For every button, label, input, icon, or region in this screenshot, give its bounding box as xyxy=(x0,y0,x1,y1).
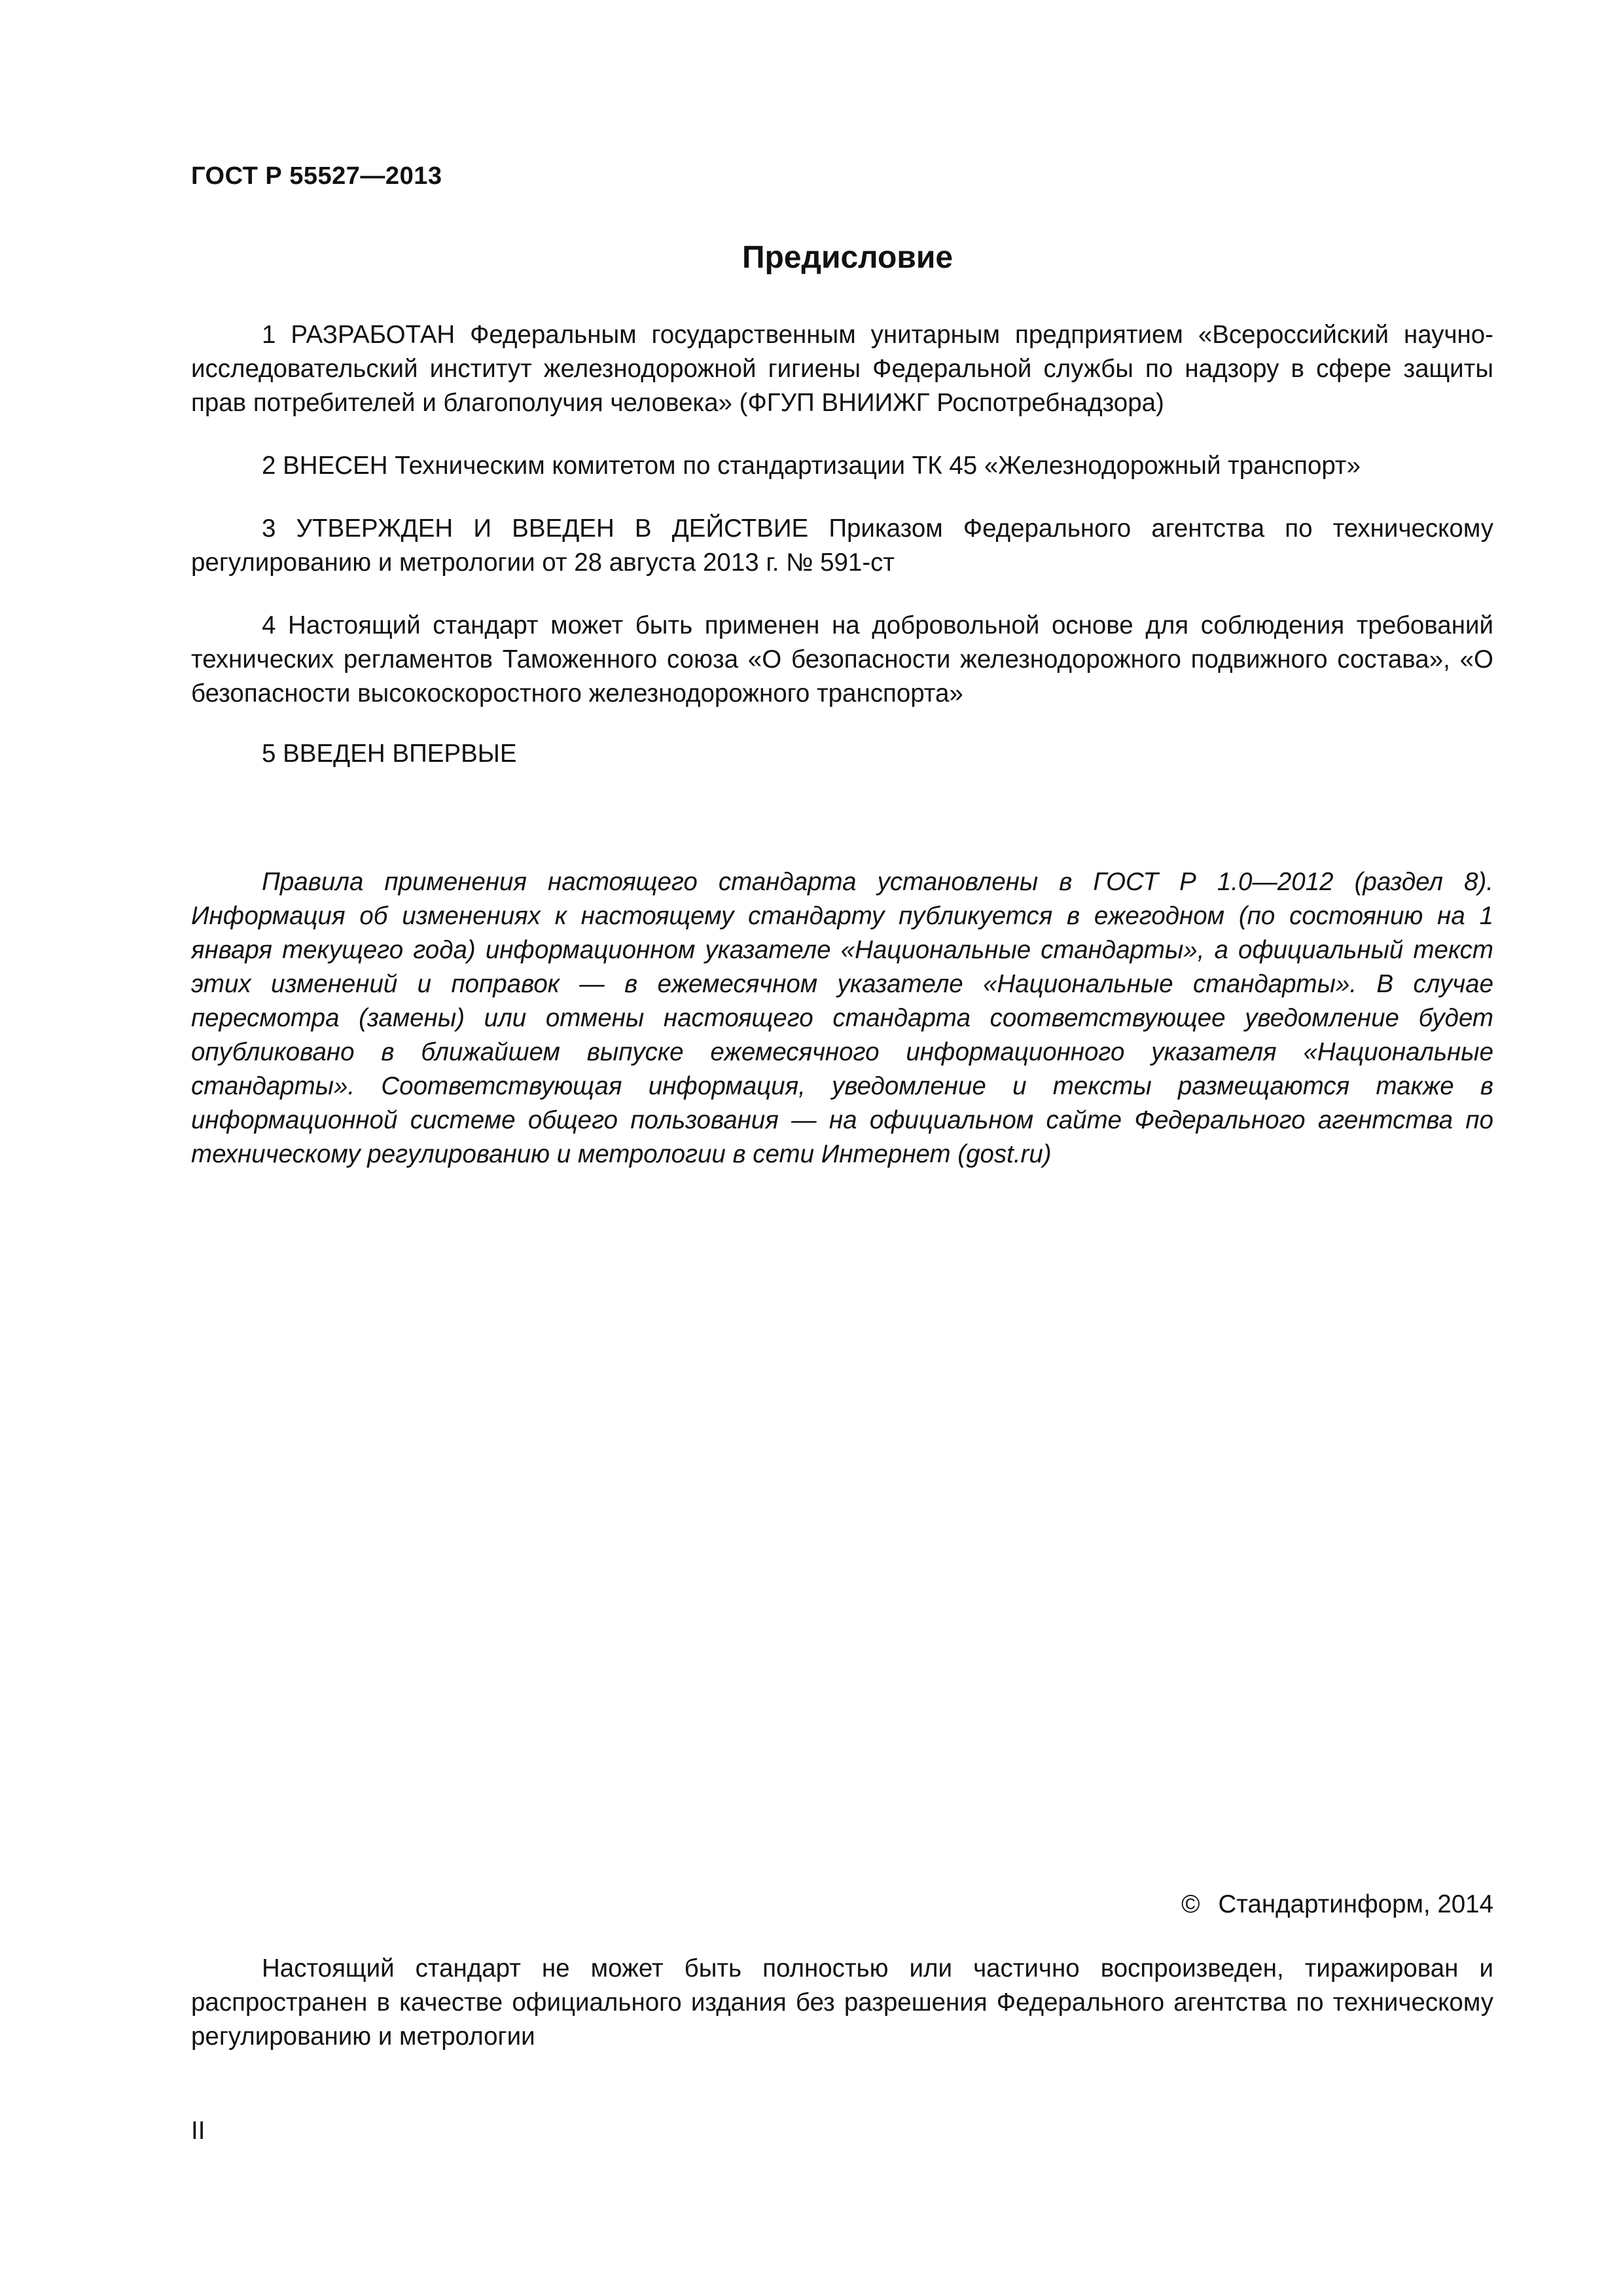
page-number: II xyxy=(191,2117,205,2145)
foreword-item-text: 1 РАЗРАБОТАН Федеральным государственным унитарным предприятием «Всероссийский научно-исследовательский институт железнодорожной гигиены Федеральной службы по надзору в сфере защиты прав потребителей и благополучия человека» (ФГУП ВНИИЖГ Роспотребнадзора) xyxy=(191,321,1493,417)
foreword-item-5 xyxy=(191,737,1493,771)
application-rules-note xyxy=(191,865,1493,1172)
copyright-text: Стандартинформ, 2014 xyxy=(1218,1890,1493,1918)
foreword-item-3 xyxy=(191,512,1493,580)
copyright-line xyxy=(1181,1890,1493,1919)
reproduction-notice xyxy=(191,1952,1493,2054)
standard-code-header: ГОСТ Р 55527—2013 xyxy=(191,162,442,190)
foreword-item-2 xyxy=(191,449,1493,483)
rules-note-text: Правила применения настоящего стандарта установлены в ГОСТ Р 1.0—2012 (раздел 8). Информация об изменениях к настоящему стандарту публикуется в ежегодном (по состоянию на 1 января текущего года) информационном указателе «Национальные стандарты», а официальный текст этих изменений и поправок — в ежемесячном указателе «Национальные стандарты». В случае пересмотра (замены) или отмены настоящего стандарта соответствующее уведомление будет опубликовано в ближайшем выпуске ежемесячного информационного указателя «Национальные стандарты». Соответствующая информация, уведомление и тексты размещаются также в информационной системе общего пользования — на официальном сайте Федерального агентства по техническому регулированию и метрологии в сети Интернет (gost.ru) xyxy=(191,868,1493,1168)
foreword-item-text: 2 ВНЕСЕН Техническим комитетом по стандартизации ТК 45 «Железнодорожный транспорт» xyxy=(262,452,1361,480)
page-title: Предисловие xyxy=(741,240,954,275)
reproduction-notice-text: Настоящий стандарт не может быть полностью или частично воспроизведен, тиражирован и распространен в качестве официального издания без разрешения Федерального агентства по техническому регулированию и метрологии xyxy=(191,1954,1493,2051)
foreword-item-text: 3 УТВЕРЖДЕН И ВВЕДЕН В ДЕЙСТВИЕ Приказом Федерального агентства по техническому регулированию и метрологии от 28 августа 2013 г. № 591-ст xyxy=(191,514,1493,577)
foreword-item-text: 5 ВВЕДЕН ВПЕРВЫЕ xyxy=(262,740,517,768)
copyright-icon: © xyxy=(1181,1890,1200,1918)
foreword-item-text: 4 Настоящий стандарт может быть применен на добровольной основе для соблюдения требований технических регламентов Таможенного союза «О безопасности железнодорожного подвижного состава», «О безопасности высокоскоростного железнодорожного транспорта» xyxy=(191,611,1493,708)
foreword-item-4 xyxy=(191,609,1493,711)
foreword-item-1 xyxy=(191,318,1493,420)
